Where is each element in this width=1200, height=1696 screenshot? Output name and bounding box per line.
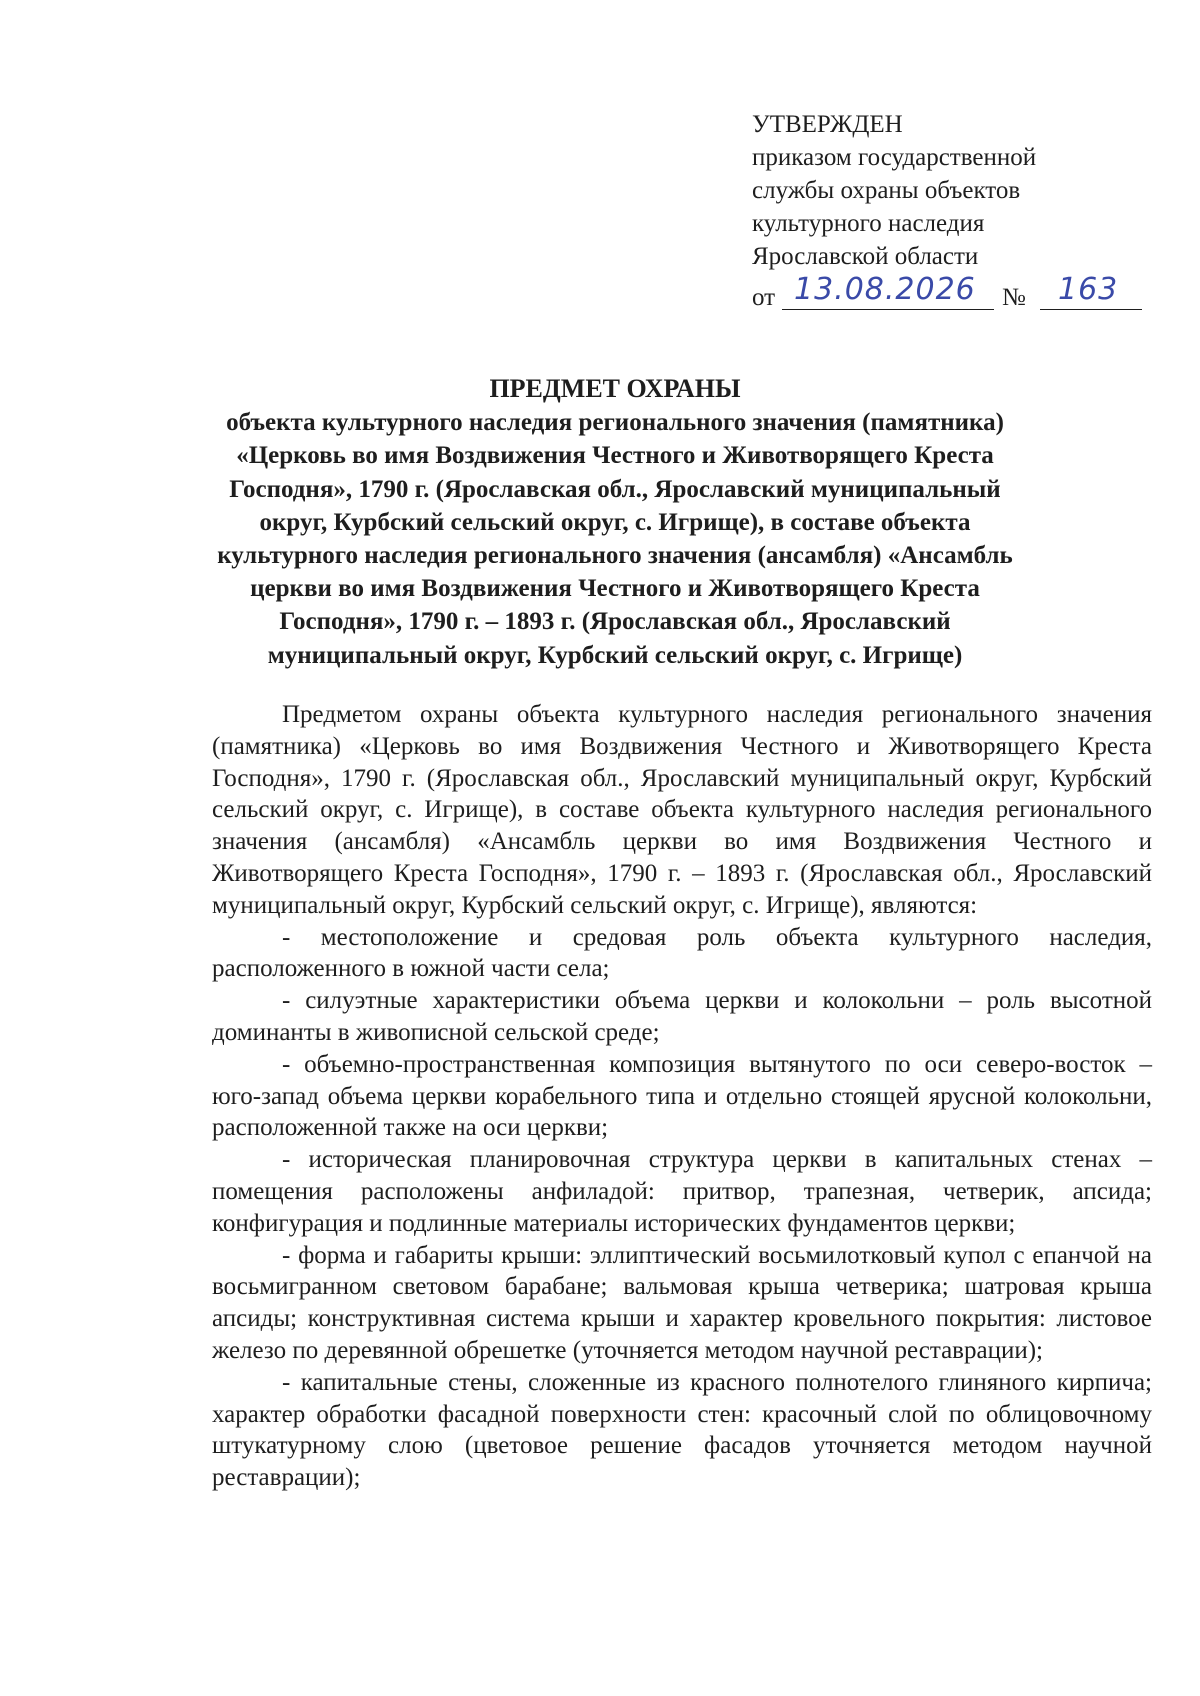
approval-line: культурного наследия xyxy=(752,210,985,237)
protection-item: - историческая планировочная структура церкви в капитальных стенах – помещения расположены анфиладой: притвор, трапезная, четверик, апсида; конфигурация и подлинные материалы исторических фундаментов церкви; xyxy=(212,1146,1152,1237)
title-main: ПРЕДМЕТ ОХРАНЫ xyxy=(489,374,741,403)
date-prefix: от xyxy=(752,284,776,311)
document-title xyxy=(160,372,1070,672)
order-date-handwritten: 13.08.2026 xyxy=(794,272,976,307)
title-line: Господня», 1790 г. – 1893 г. (Ярославская обл., Ярославский xyxy=(279,608,951,636)
protection-item: - форма и габариты крыши: эллиптический восьмилотковый купол с епанчой на восьмигранном световом барабане; вальмовая крыша четверика; шатровая крыша апсиды; конструктивная система крыши и характер кровельного покрытия: листовое железо по деревянной обрешетке (уточняется методом научной реставрации); xyxy=(212,1241,1152,1364)
title-line: Господня», 1790 г. (Ярославская обл., Ярославский муниципальный xyxy=(229,475,1001,503)
approval-block xyxy=(752,108,1152,315)
protection-item: - силуэтные характеристики объема церкви и колокольни – роль высотной доминанты в живописной сельской среде; xyxy=(212,987,1152,1046)
intro-paragraph: Предметом охраны объекта культурного наследия регионального значения (памятника) «Церковь во имя Воздвижения Честного и Животворящего Креста Господня», 1790 г. (Ярославская обл., Ярославский муниципальный округ, Курбский сельский округ, с. Игрище), в составе объекта культурного наследия регионального значения (ансамбля) «Ансамбль церкви во имя Воздвижения Честного и Животворящего Креста Господня», 1790 г. – 1893 г. (Ярославская обл., Ярославский муниципальный округ, Курбский сельский округ, с. Игрище), являются: xyxy=(212,701,1152,919)
title-line: «Церковь во имя Воздвижения Честного и Животворящего Креста xyxy=(236,442,994,470)
title-line: объекта культурного наследия регионального значения (памятника) xyxy=(226,409,1004,437)
approval-line: Ярославской области xyxy=(752,243,979,270)
title-line: муниципальный округ, Курбский сельский округ, с. Игрище) xyxy=(267,641,963,669)
protection-item: - местоположение и средовая роль объекта культурного наследия, расположенного в южной части села; xyxy=(212,923,1152,983)
approval-line: службы охраны объектов xyxy=(752,177,1021,204)
title-line: церкви во имя Воздвижения Честного и Животворящего Креста xyxy=(250,575,980,603)
document-body xyxy=(212,699,1152,1494)
title-line: округ, Курбский сельский округ, с. Игрище), в составе объекта xyxy=(259,508,971,536)
approval-heading: УТВЕРЖДЕН xyxy=(752,111,903,138)
approval-line: приказом государственной xyxy=(752,144,1037,171)
protection-item: - объемно-пространственная композиция вытянутого по оси северо-восток – юго-запад объема церкви корабельного типа и отдельно стоящей ярусной колокольни, расположенной также на оси церкви; xyxy=(212,1050,1152,1142)
date-underline xyxy=(782,309,994,310)
order-date-number-line xyxy=(752,272,1152,315)
number-prefix: № xyxy=(1002,284,1026,311)
order-number-handwritten: 163 xyxy=(1058,272,1119,307)
title-line: культурного наследия регионального значения (ансамбля) «Ансамбль xyxy=(217,542,1013,570)
protection-item: - капитальные стены, сложенные из красного полнотелого глиняного кирпича; характер обработки фасадной поверхности стен: красочный слой по облицовочному штукатурному слою (цветовое решение фасадов уточняется методом научной реставрации); xyxy=(212,1368,1152,1492)
number-underline xyxy=(1040,309,1142,310)
